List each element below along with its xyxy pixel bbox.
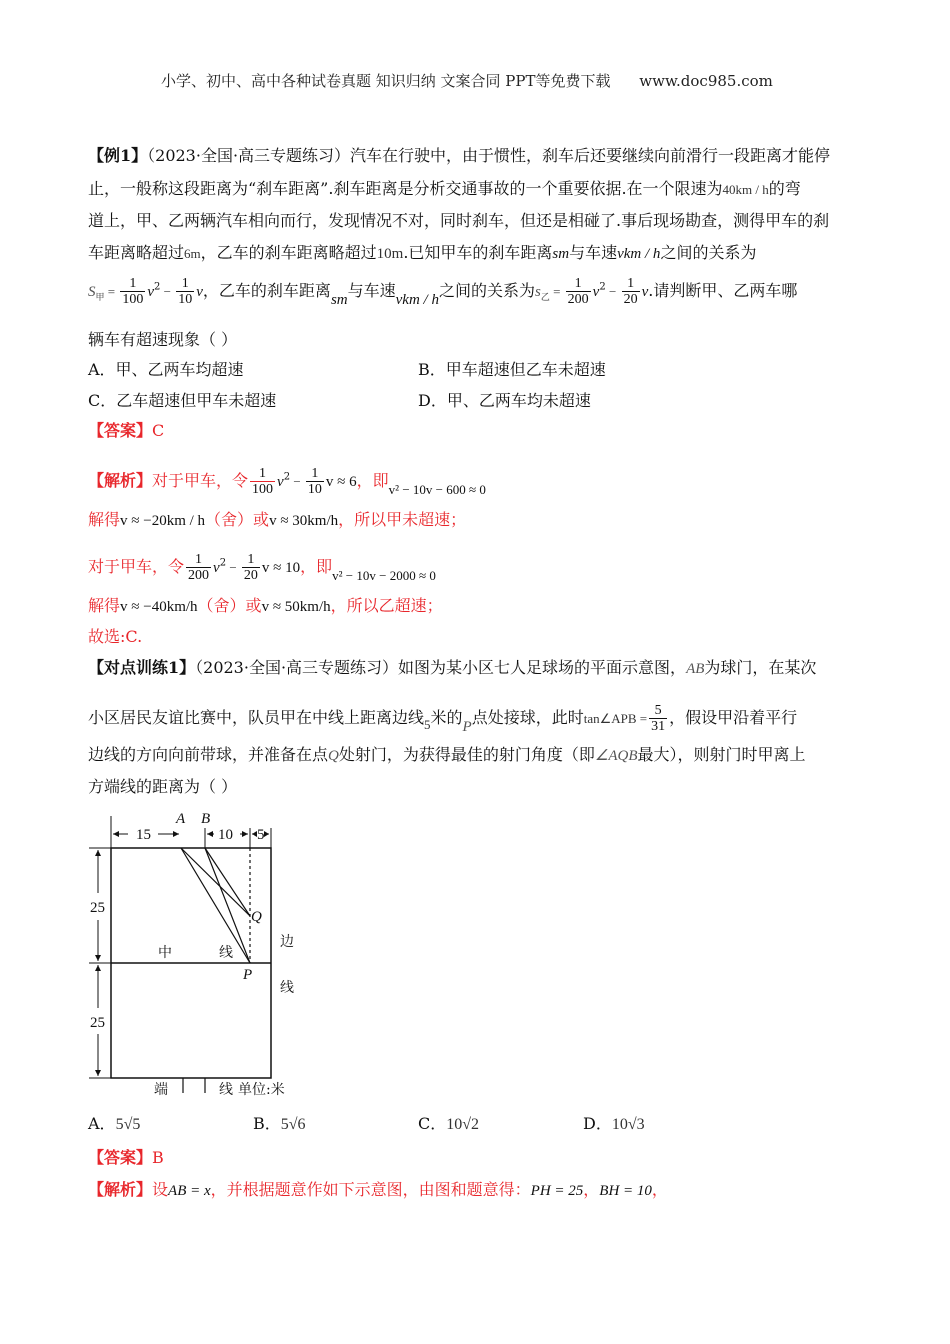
math: Q	[328, 748, 339, 764]
option-a: A．甲、乙两车均超速	[88, 360, 244, 379]
football-field-figure	[84, 808, 314, 1108]
example-text: 辆车有超速现象（ ）	[88, 330, 238, 349]
drill1-line2	[88, 703, 797, 734]
example-text: ，乙车的刹车距离	[202, 281, 331, 300]
math: v ≈ 50km/h	[261, 599, 331, 615]
math: P	[462, 719, 472, 735]
math: sm	[330, 292, 348, 308]
math-speed: 40km / h	[722, 182, 769, 197]
solution-line4	[88, 596, 443, 617]
math: BH = 10	[599, 1183, 652, 1199]
answer-tag: 【答案】	[88, 1148, 153, 1167]
solution-text: ，即	[300, 557, 333, 576]
example-text: 之间的关系为	[438, 281, 535, 300]
drill-option-b: B．5√6	[253, 1114, 306, 1133]
solution-tag: 【解析】	[88, 471, 153, 490]
drill-text: 最大），则射门时甲离上	[637, 745, 806, 764]
drill1-line3	[88, 745, 806, 766]
answer-tag: 【答案】	[88, 421, 153, 440]
example-text: ，乙车的刹车距离略超过	[200, 243, 377, 262]
math: s	[534, 284, 541, 300]
example1-line2	[88, 179, 801, 200]
answer-value: C	[152, 421, 165, 440]
drill-text: 点处接球，此时	[471, 708, 584, 727]
option-c: C．乙车超速但甲车未超速	[88, 391, 277, 410]
fraction: $\frac{1}{20}$	[243, 552, 258, 583]
dim-10: 10	[218, 827, 233, 843]
math: vkm / h	[395, 292, 439, 308]
solution-text: ，所以乙超速；	[330, 596, 443, 615]
solution-tag: 【解析】	[88, 1180, 153, 1199]
example-text: 的弯	[768, 179, 801, 198]
answer-value: B	[152, 1148, 164, 1167]
label-b: B	[201, 811, 211, 827]
math: v ≈ −20km / h	[120, 513, 206, 529]
solution-line3: 对于甲车，令 $\frac{1}{200}$ $v^2$ − $\frac{1}{20}$ v ≈ 10，即$_{v^2 - 10v - 2000 \approx 0}$	[88, 552, 436, 583]
solution-text: （舍）或	[197, 596, 262, 615]
math: v ≈ 10	[261, 560, 301, 576]
label-xian: 线	[219, 945, 233, 961]
option-b: B．甲车超速但乙车未超速	[418, 360, 606, 379]
math: v² − 10v − 600 ≈ 0	[388, 482, 486, 497]
math: v² − 10v − 2000 ≈ 0	[332, 568, 436, 583]
math: vkm / h	[617, 246, 661, 262]
fraction: $\frac{1}{20}$	[623, 276, 638, 307]
label-xian3: 线	[219, 1082, 233, 1098]
label-xian2: 线	[280, 980, 294, 996]
dim-5: 5	[257, 827, 265, 843]
example-text: 之间的关系为	[660, 243, 757, 262]
answer-line	[88, 421, 164, 441]
drill-option-c: C．10√2	[418, 1114, 480, 1133]
drill-text: 边线的方向向前带球，并准备在点	[88, 745, 329, 764]
drill-solution-line1	[88, 1180, 668, 1201]
page-header	[161, 70, 773, 91]
fraction: $\frac{1}{10}$	[178, 276, 193, 307]
fraction: $\frac{5}{31}$	[651, 703, 666, 734]
math: ∠AQB	[594, 748, 638, 764]
example-text: 与车速	[569, 243, 618, 262]
label-q: Q	[251, 909, 262, 925]
dim-15: 15	[136, 827, 151, 843]
example1-line1	[88, 146, 830, 166]
math: S	[88, 284, 96, 300]
fraction: $\frac{1}{200}$	[188, 552, 210, 583]
math: sm	[552, 246, 570, 262]
solution-text: 设	[152, 1180, 169, 1199]
label-duan: 端	[154, 1082, 168, 1098]
math: v ≈ 6	[325, 474, 357, 490]
example1-line4	[88, 243, 756, 264]
fraction: $\frac{1}{200}$	[567, 276, 589, 307]
label-bian: 边	[280, 934, 294, 950]
label-unit: 单位:米	[238, 1082, 285, 1098]
drill-answer-line	[88, 1148, 164, 1168]
drill-text: 为球门，在某次	[704, 658, 817, 677]
math: AB	[686, 661, 705, 677]
example-text: 汽车在行驶中，由于惯性，刹车后还要继续向前滑行一段距离才能停	[350, 146, 831, 165]
drill-text: 小区居民友谊比赛中，队员甲在中线上距离边线	[88, 708, 425, 727]
drill-option-d: D．10√3	[583, 1114, 645, 1133]
label-p: P	[243, 967, 253, 983]
math: v ≈ 30km/h	[269, 513, 339, 529]
example-text: 与车速	[347, 281, 396, 300]
fraction: $\frac{1}{10}$	[307, 466, 322, 497]
solution-line2	[88, 510, 466, 531]
option-d: D．甲、乙两车均未超速	[418, 391, 591, 410]
example-tag: 【例1】	[88, 146, 148, 165]
drill-text: 米的	[430, 708, 463, 727]
dim-25-top: 25	[90, 900, 105, 916]
solution-text: 解得	[88, 596, 121, 615]
example-text: .已知甲车的刹车距离	[403, 243, 553, 262]
math: 10m	[376, 246, 404, 262]
dim-25-bottom: 25	[90, 1015, 105, 1031]
solution-text: 对于甲车，令	[88, 557, 185, 576]
header-text: 小学、初中、高中各种试卷真题 知识归纳 文案合同 PPT等免费下载	[161, 72, 611, 90]
drill-text: 如图为某小区七人足球场的平面示意图，	[398, 658, 687, 677]
math: AB = x	[168, 1183, 211, 1199]
solution-text: ，	[583, 1180, 600, 1199]
drill-text: ，假设甲沿着平行	[669, 708, 798, 727]
example-text: 止，一般称这段距离为“刹车距离”.刹车距离是分析交通事故的一个重要依据.在一个限速为	[88, 179, 723, 198]
drill1-line1	[88, 658, 816, 679]
header-site: www.doc985.com	[639, 72, 773, 90]
math: v ≈ −40km/h	[120, 599, 198, 615]
label-zhong: 中	[158, 945, 172, 961]
example1-line5: $S_甲$ = $\frac{1}{100}$ $v^2$ − $\frac{1}{10}$ v，乙车的刹车距离sm与车速vkm / h之间的关系为$s_乙$ = $\frac{1}{200}$ $v^2$ − $\frac{1}{20}$ v.请判断甲、乙两车哪	[88, 276, 798, 308]
drill-text: 处射门，为获得最佳的射门角度（即	[338, 745, 595, 764]
math: 甲	[95, 292, 105, 303]
example1-line6	[88, 330, 237, 350]
drill-source: （2023·全国·高三专题练习）	[195, 658, 399, 677]
label-a: A	[176, 811, 186, 827]
fraction: $\frac{1}{100}$	[122, 276, 144, 307]
math: 5	[424, 717, 431, 732]
fraction: $\frac{1}{100}$	[252, 466, 274, 497]
example-source: （2023·全国·高三专题练习）	[147, 146, 351, 165]
solution-text: （舍）或	[205, 510, 270, 529]
solution-text: 对于甲车，令	[152, 471, 249, 490]
example1-line3	[88, 211, 829, 231]
solution-line1: 【解析】对于甲车，令 $\frac{1}{100}$ $v^2$ − $\frac{1}{10}$ v ≈ 6，即$_{v^2 - 10v - 600 \approx 0}$	[88, 466, 486, 497]
math: tan∠APB =	[583, 711, 648, 726]
solution-text: ，并根据题意作如下示意图，由图和题意得：	[210, 1180, 531, 1199]
example-text: .请判断甲、乙两车哪	[648, 281, 798, 300]
solution-text: 解得	[88, 510, 121, 529]
example-text: 车距离略超过	[88, 243, 185, 262]
drill-option-a: A．5√5	[88, 1114, 141, 1133]
drill-tag: 【对点训练1】	[88, 658, 196, 677]
example-text: 道上，甲、乙两辆汽车相向而行，发现情况不对，同时刹车，但还是相碰了.事后现场勘查，测得甲车的刹	[88, 211, 830, 230]
solution-text: ，即	[356, 471, 389, 490]
math: 6m	[184, 246, 201, 261]
solution-text: ，所以甲未超速；	[338, 510, 467, 529]
math: 乙	[540, 292, 550, 303]
drill1-line4: 方端线的距离为（ ）	[88, 777, 238, 796]
solution-line5: 故选:C.	[88, 627, 143, 646]
math: PH = 25	[530, 1183, 584, 1199]
solution-text: ，	[651, 1180, 668, 1199]
